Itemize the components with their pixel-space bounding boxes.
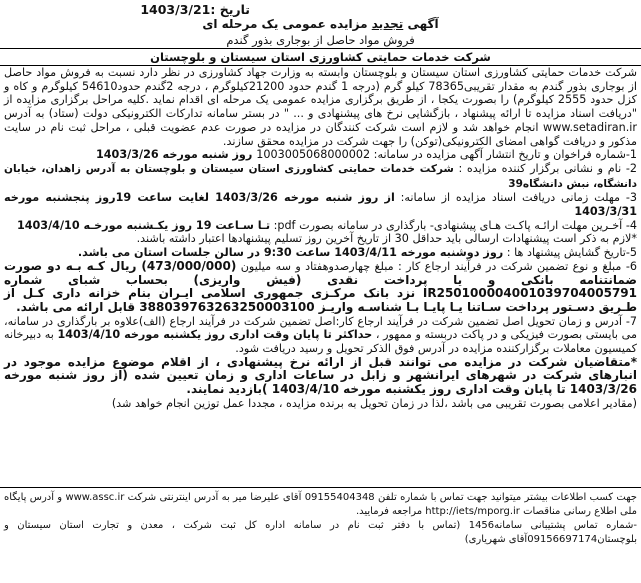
item-5 xyxy=(4,246,637,260)
notice-title xyxy=(0,17,641,31)
notice-body xyxy=(4,66,637,411)
footer-contact-line: جهت کسب اطلاعات بیشتر میتوانید جهت تماس با شماره تلفن 09155404348 آقای علیرضا میر به آدرس اینترنتی شرکت www.assc.ir و آدرس پایگاه ملی اطلاع رسانی مناقصات http://iets/mporg.ir مراجعه فرمایید. xyxy=(4,492,637,517)
notice-date: تاریخ :1403/3/21 xyxy=(140,2,250,17)
item-2-address: شرکت خدمات حمایتی کشاورزی استان سیستان و بلوچستان به آدرس زاهدان، خیابان دانشگاه، نبش دانشگاه39 xyxy=(4,162,637,190)
weight-note: (مقادیر اعلامی بصورت تقریبی می باشد ،لذا در زمان تحویل به برنده مزایده ، مجددا عمل توزین انجام خواهد شد) xyxy=(111,396,637,410)
item-2 xyxy=(4,162,637,191)
item-7-text: 7- آدرس و زمان تحویل اصل تضمین شرکت در فرآیند ارجاع کار:اصل تضمین شرکت در فرآیند ارجاع (الف)علاوه بر بارگذاری در سامانه، می بایستی بصورت فیزیکی و در پاکت دربسته و ممهور ، xyxy=(4,314,637,342)
notice-subtitle: فروش مواد حاصل از بوجاری بذور گندم xyxy=(226,33,415,47)
item-3-period: از روز شنبه مورخه 1403/3/26 لغایت ساعت 19روز پنجشنبه مورخه 1403/3/31 xyxy=(4,191,637,219)
item-7-tail: به دبیرخانه کمیسیون معاملات برگزارکننده مزایده در آدرس فوق الذکر تحویل و رسید دریافت شود. xyxy=(4,328,637,356)
item-6-text: 6- مبلغ و نوع تضمین شرکت در فرآیند ارجاع کار : مبلغ چهارصدوهفتاد و سه میلیون xyxy=(236,259,637,273)
item-1 xyxy=(4,148,637,162)
item-1-date: روز شنبه مورخه 1403/3/26 xyxy=(95,148,257,162)
inspection-note: *متقاضیان شرکت در مزایده می توانند قبل از ارائه نرخ پیشنهادی ، از اقلام موضوع مزایده موجود در انبارهای شرکت در شهرهای ایرانشهر و زابل در ساعات اداری و زمان تعیین شده (از روز شنبه مورخه 1403/3/26 تا پایان وقت اداری روز یکشنبه مورخه 1403/4/10 )بازدید نمایند. xyxy=(4,354,637,397)
item-7 xyxy=(4,315,637,356)
item-4-deadline: تـا سـاعت 19 روز یکـشنبه مورخـه 1403/4/10 xyxy=(16,218,271,232)
intro-paragraph: شرکت خدمات حمایتی کشاورزی استان سیستان و بلوچستان وابسته به وزارت جهاد کشاورزی در نظر دارد نسبت به فروش مواد حاصل از بوجاری بذور گندم به مقدار تقریبی78365 کیلو گرم (درجه 1 گندم حدود 21200کیلوگرم ، درجه 2گندم حدود54610 کیلوگرم و کاه و کزل حدود 2555 کیلوگرم) را بصورت یکجا ، از طریق برگزاری مزایده عمومی یک مرحله ای اقدام نماید .کلیه مراحل برگزاری مزایده از "دریافت اسناد مزایده تا ارائه پیشنهاد ، بازگشایی نرخ های پیشنهادی و ... " در بستر سامانه تدارکات الکترونیکی دولت (ستاد) به آدرس www.setadiran.ir انجام خواهد شد و لازم است شرکت کنندگان در مزایده در صورت عدم عضویت قبلی ، مراحل ثبت نام در سایت مذکور و دریافت گواهی امضای الکترونیکی(توکن) را جهت شرکت در مزایده محقق سازند. xyxy=(4,66,637,148)
item-3-text: 3- مهلت زمانی دریافت اسناد مزایده از سامانه: xyxy=(394,191,637,205)
title-suffix: مزایده عمومی یک مرحله ای xyxy=(202,17,372,31)
company-header: شرکت خدمات حمایتی کشاورزی استان سیستان و بلوچستان xyxy=(0,48,641,66)
footer xyxy=(0,487,641,583)
title-emphasis: تجدید xyxy=(371,17,404,31)
validity-note: *لازم به ذکر است پیشنهادات ارسالی باید حداقل 30 از تاریخ آخرین روز تسلیم پیشنهادها اعتبار داشته باشند. xyxy=(136,232,637,246)
item-3 xyxy=(4,191,637,218)
item-5-opening: روز دوشنبه مورخه 1403/4/11 ساعت 9:30 در سالن جلسات استان می باشد. xyxy=(77,246,504,260)
item-4-text: 4- آخـرین مهلت ارائـه پاکـت هـای پیشنهادی- بارگذاری در سامانه بصورت pdf: xyxy=(270,218,637,232)
item-5-text: 5-تاریخ گشایش پیشنهاد ها : xyxy=(503,246,637,260)
item-6 xyxy=(4,260,637,315)
footer-content xyxy=(4,491,637,547)
title-prefix: آگهی xyxy=(403,17,439,31)
item-6-guarantee: (473/000/000) ریال کـه بـه دو صورت ضمانتنامه بانکی و یا پرداخت نقدی (فیش واریزی) بحساب شبای شماره IR250100004001039704005791 نزد بانک مرکـزی جمهوری اسلامی ایـران بنام خزانه داری کـل از طـریق دسـتور پرداخت سـاتنا یـا پایـا بـا شناسـه واریـز 388039763263250003100 قابل ارائه می باشد. xyxy=(4,258,637,314)
item-1-text: 1-شماره فراخوان و تاریخ انتشار آگهی مزایده در سامانه: 1003005068000002 xyxy=(256,148,637,162)
item-7-deadline: حداکثر تا پایان وقت اداری روز یکشنبه مورخه 1403/4/10 xyxy=(57,328,373,342)
item-4 xyxy=(4,219,637,233)
footer-support-line: -شماره تماس پشتیبانی سامانه1456 (تماس با دفتر ثبت نام در سامانه اداره کل ثبت شرکت ، معدن و تجارت استان سیستان و بلوچستان09156697174آقای شهریاری) xyxy=(4,520,638,545)
item-2-text: 2- نام و نشانی برگزار کننده مزایده : xyxy=(453,161,637,175)
